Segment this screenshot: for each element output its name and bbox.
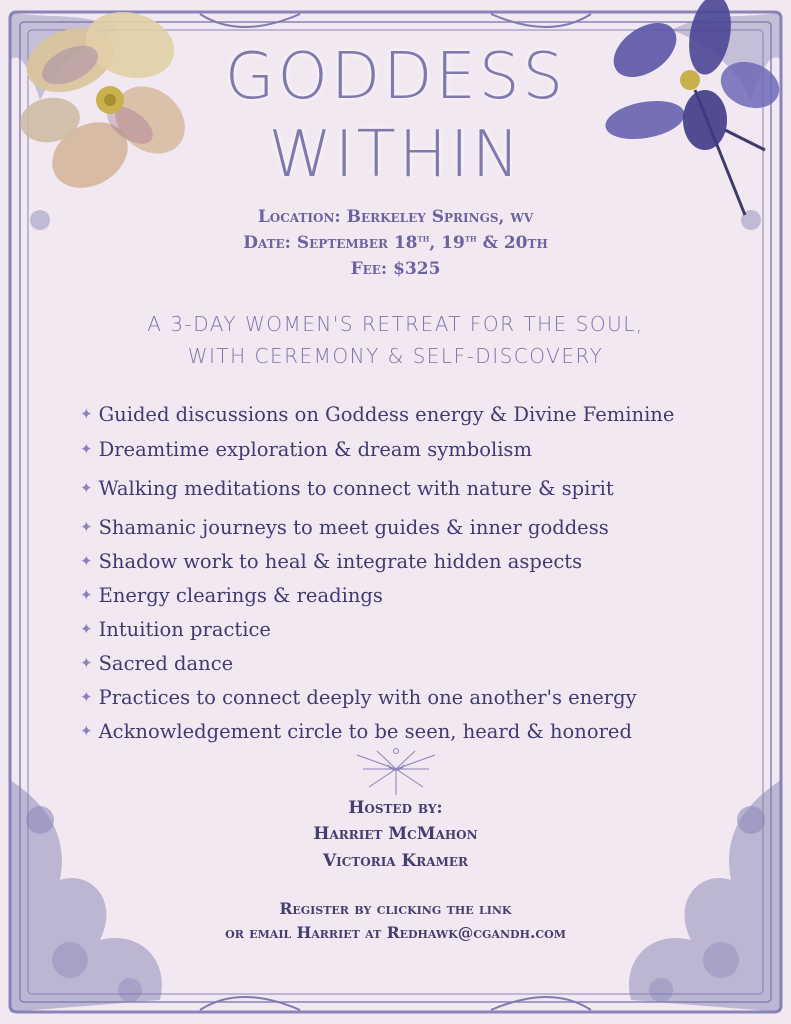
host-name-2: Victoria Kramer xyxy=(322,851,468,871)
list-item: ✦ Acknowledgement circle to be seen, heard & honored xyxy=(80,720,632,743)
star-bullet-icon: ✦ xyxy=(80,654,93,672)
title-line-2: WITHIN xyxy=(268,118,523,192)
list-item: ✦ Shadow work to heal & integrate hidden aspects xyxy=(80,550,583,573)
list-item: ✦ Energy clearings & readings xyxy=(80,584,383,607)
star-bullet-icon: ✦ xyxy=(80,722,93,740)
date-text: Date: September 18th, 19th & 20th xyxy=(243,233,548,253)
star-bullet-icon: ✦ xyxy=(80,479,93,497)
star-bullet-icon: ✦ xyxy=(80,440,93,458)
fee-text: Fee: $325 xyxy=(350,259,441,279)
list-item: ✦ Guided discussions on Goddess energy & Divine Feminine xyxy=(80,403,675,426)
tagline-line-1: A 3-DAY WOMEN'S RETREAT FOR THE SOUL, xyxy=(147,312,644,336)
title-line-1: GODDESS xyxy=(224,40,567,114)
register-line-1: Register by clicking the link xyxy=(279,899,512,918)
star-bullet-icon: ✦ xyxy=(80,552,93,570)
list-item: ✦ Intuition practice xyxy=(80,618,271,641)
list-item: ✦ Walking meditations to connect with nature & spirit xyxy=(80,477,614,500)
host-name-1: Harriet McMahon xyxy=(313,824,478,844)
list-item: ✦ Dreamtime exploration & dream symbolism xyxy=(80,438,532,461)
list-item: ✦ Practices to connect deeply with one another's energy xyxy=(80,686,637,709)
hosted-label: Hosted by: xyxy=(348,798,443,818)
star-bullet-icon: ✦ xyxy=(80,688,93,706)
star-bullet-icon: ✦ xyxy=(80,620,93,638)
star-bullet-icon: ✦ xyxy=(80,518,93,536)
sun-moon-icon xyxy=(355,745,437,797)
star-bullet-icon: ✦ xyxy=(80,586,93,604)
tagline-line-2: WITH CEREMONY & SELF-DISCOVERY xyxy=(187,344,604,368)
location-text: Location: Berkeley Springs, wv xyxy=(257,207,534,227)
list-item: ✦ Sacred dance xyxy=(80,652,234,675)
list-item: ✦ Shamanic journeys to meet guides & inner goddess xyxy=(80,516,609,539)
star-bullet-icon: ✦ xyxy=(80,405,93,423)
register-email-link[interactable]: or email Harriet at Redhawk@cgandh.com xyxy=(225,923,566,942)
